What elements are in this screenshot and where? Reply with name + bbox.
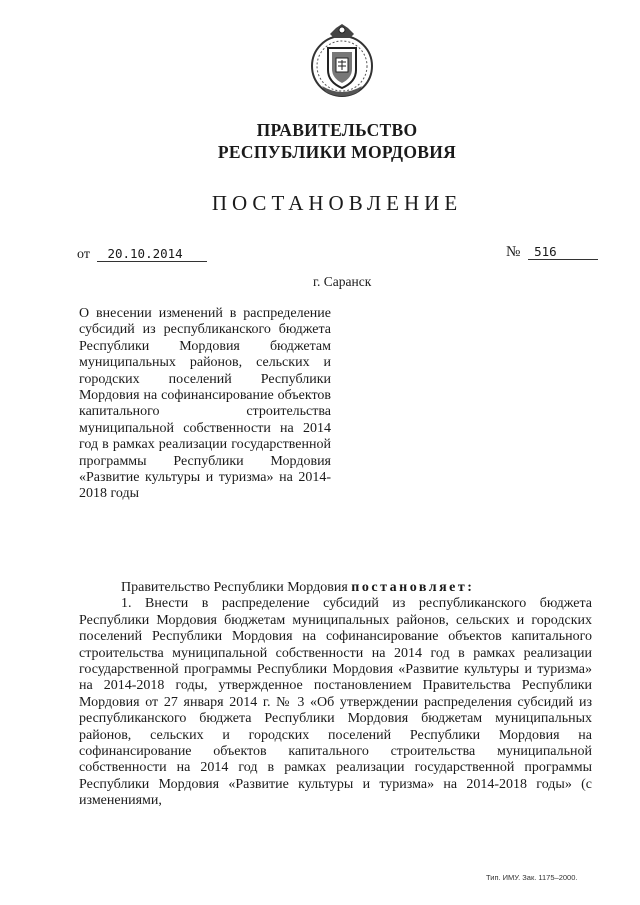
number-field (506, 244, 598, 261)
number-prefix: № (506, 244, 521, 260)
document-subject (79, 306, 331, 503)
city: г. Саранск (313, 274, 372, 289)
preamble (79, 580, 592, 596)
date-field (77, 246, 207, 263)
number-value: 516 (528, 244, 598, 260)
government-title-republic: РЕСПУБЛИКИ МОРДОВИЯ (217, 142, 457, 162)
print-mark: Тип. ИМУ. Зак. 1175–2000. (486, 873, 578, 882)
preamble-emphasis: постановляет: (351, 580, 475, 595)
document-type: ПОСТАНОВЛЕНИЕ (211, 191, 463, 215)
date-prefix: от (77, 247, 90, 262)
coat-of-arms-icon (306, 20, 378, 100)
date-value: 20.10.2014 (97, 246, 207, 262)
subject-text: О внесении изменений в распределение субсидий из республиканского бюджета Республики Мордовия бюджетам муниципальных районов, сельских и городских поселений Республики Мордовия на софинансирование объектов капитального строительства муниципальной собственности на 2014 год в рамках реализации государственной программы Республики Мордовия «Развитие культуры и туризма» на 2014-2018 годы (79, 306, 331, 502)
paragraph-1: 1. Внести в распределение субсидий из республиканского бюджета Республики Мордовия бюджетам муниципальных районов, сельских и городских поселений Республики Мордовия на софинансирование объектов капитального строительства муниципальной собственности на 2014 год в рамках реализации государственной программы Республики Мордовия «Развитие культуры и туризма» на 2014-2018 годы, утвержденное постановлением Правительства Республики Мордовия от 27 января 2014 г. № 3 «Об утверждении распределения субсидий из республиканского бюджета Республики Мордовия бюджетам муниципальных районов, сельских и городских поселений Республики Мордовия на софинансирование объектов капитального строительства муниципальной собственности на 2014 год в рамках реализации государственной программы Республики Мордовия «Развитие культуры и туризма» на 2014-2018 годы» (с изменениями, (79, 596, 592, 809)
preamble-text: Правительство Республики Мордовия (121, 580, 352, 595)
document-body (79, 580, 592, 810)
government-title: ПРАВИТЕЛЬСТВО (256, 120, 418, 140)
